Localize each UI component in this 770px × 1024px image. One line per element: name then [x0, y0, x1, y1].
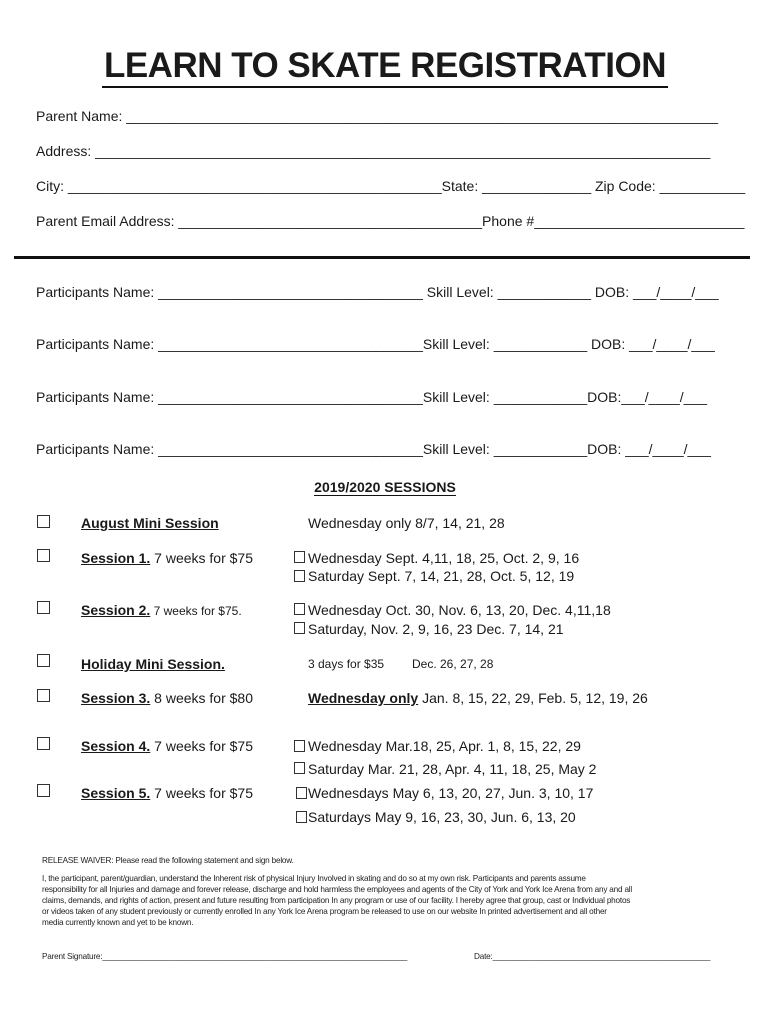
session-5-wed-dates: Wednesdays May 6, 13, 20, 27, Jun. 3, 10, 17 [308, 785, 594, 801]
session-1-checkbox[interactable] [37, 549, 50, 562]
session-5-sat-checkbox[interactable] [296, 811, 307, 823]
holiday-mini-checkbox[interactable] [37, 654, 50, 667]
holiday-mini-label: Holiday Mini Session. [81, 656, 225, 672]
session-2-sat-checkbox[interactable] [294, 622, 305, 634]
waiver-line: I, the participant, parent/guardian, understand the Inherent risk of physical Injury Involved in skating and do so at my own risk. Participants and parents assume [42, 874, 586, 883]
session-4-wed-dates: Wednesday Mar.18, 25, Apr. 1, 8, 15, 22, 29 [308, 738, 581, 754]
participant-field-2[interactable]: Participants Name: __________________________________Skill Level: ____________ DOB: ___/____/___ [36, 336, 715, 352]
waiver-line: responsibility for all Injuries and damage and forever release, discharge and hold harmless the employees and agents of the City of York and York Ice Arena from any and all [42, 885, 633, 894]
sessions-heading: 2019/2020 SESSIONS [314, 479, 456, 495]
session-4-sat-dates: Saturday Mar. 21, 28, Apr. 4, 11, 18, 25, May 2 [308, 761, 597, 777]
session-3-label: Session 3. 8 weeks for $80 [81, 690, 253, 706]
email-phone-field[interactable]: Parent Email Address: _______________________________________Phone #___________________________ [36, 213, 745, 229]
session-2-wed-checkbox[interactable] [294, 603, 305, 615]
session-1-sat-checkbox[interactable] [294, 570, 305, 582]
august-mini-dates: Wednesday only 8/7, 14, 21, 28 [308, 515, 505, 531]
waiver-heading: RELEASE WAIVER: Please read the following statement and sign below. [42, 856, 294, 865]
session-1-label: Session 1. 7 weeks for $75 [81, 550, 253, 566]
parent-signature-field[interactable]: Parent Signature:______________________________________________________________________ [42, 952, 408, 961]
session-4-label: Session 4. 7 weeks for $75 [81, 738, 253, 754]
date-field[interactable]: Date:__________________________________________________ [474, 952, 711, 961]
session-2-wed-dates: Wednesday Oct. 30, Nov. 6, 13, 20, Dec. 4,11,18 [308, 602, 611, 618]
session-2-checkbox[interactable] [37, 601, 50, 614]
session-2-label: Session 2. 7 weeks for $75. [81, 602, 242, 618]
holiday-mini-dates: Dec. 26, 27, 28 [412, 657, 494, 671]
participant-field-1[interactable]: Participants Name: __________________________________ Skill Level: ____________ DOB: ___/____/___ [36, 284, 719, 300]
section-divider [14, 256, 750, 259]
page-title: LEARN TO SKATE REGISTRATION [0, 46, 770, 86]
city-state-zip-field[interactable]: City: ________________________________________________State: ______________ Zip Code: ___________ [36, 178, 746, 194]
session-5-checkbox[interactable] [37, 784, 50, 797]
waiver-line: media currently known and yet to be known. [42, 918, 194, 927]
session-2-sat-dates: Saturday, Nov. 2, 9, 16, 23 Dec. 7, 14, 21 [308, 621, 564, 637]
participant-field-4[interactable]: Participants Name: __________________________________Skill Level: ____________DOB: ___/____/___ [36, 441, 711, 457]
session-4-wed-checkbox[interactable] [294, 740, 305, 752]
session-1-wed-dates: Wednesday Sept. 4,11, 18, 25, Oct. 2, 9, 16 [308, 550, 580, 566]
waiver-line: claims, demands, and rights of action, present and future resulting from participation In any program or use of our facility. I hereby agree that group, cast or Individual photos [42, 896, 631, 905]
address-field[interactable]: Address: _______________________________________________________________________________ [36, 143, 711, 159]
session-3-checkbox[interactable] [37, 689, 50, 702]
waiver-line: or videos taken of any student previously or currently enrolled In any York Ice Arena program be released to use on our website In printed advertisement and all other [42, 907, 607, 916]
session-1-sat-dates: Saturday Sept. 7, 14, 21, 28, Oct. 5, 12, 19 [308, 568, 575, 584]
participant-field-3[interactable]: Participants Name: __________________________________Skill Level: ____________DOB:___/____/___ [36, 389, 707, 405]
session-5-label: Session 5. 7 weeks for $75 [81, 785, 253, 801]
august-mini-label: August Mini Session [81, 515, 219, 531]
session-1-wed-checkbox[interactable] [294, 551, 305, 563]
session-4-sat-checkbox[interactable] [294, 762, 305, 774]
parent-name-field[interactable]: Parent Name: ____________________________________________________________________________ [36, 108, 719, 124]
session-5-sat-dates: Saturdays May 9, 16, 23, 30, Jun. 6, 13, 20 [308, 809, 576, 825]
session-4-checkbox[interactable] [37, 737, 50, 750]
session-3-dates: Wednesday only Jan. 8, 15, 22, 29, Feb. 5, 12, 19, 26 [308, 690, 648, 706]
session-5-wed-checkbox[interactable] [296, 787, 307, 799]
august-mini-checkbox[interactable] [37, 515, 50, 528]
holiday-mini-days: 3 days for $35 [308, 657, 385, 671]
